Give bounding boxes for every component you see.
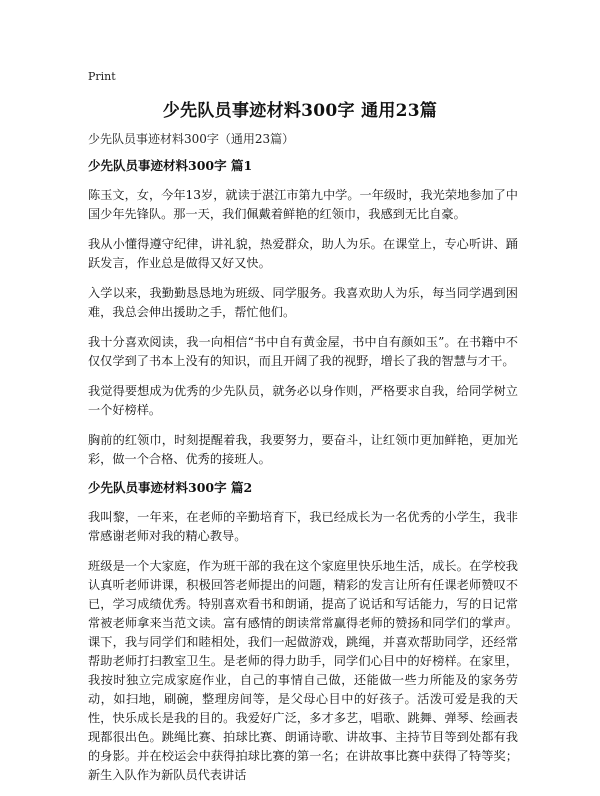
paragraph: 班级是一个大家庭，作为班干部的我在这个家庭里快乐地生活，成长。在学校我认真听老师讲课，积极回答老师提出的问题，精彩的发言让所有任课老师赞叹不已，学习成绩优秀。特别喜欢看书和朗诵，提高了说话和写话能力，写的日记常常被老师拿来当范文读。富有感情的朗读常常赢得老师的赞扬和同学们的掌声。课下，我与同学们和睦相处，我们一起做游戏，跳绳，并喜欢帮助同学，还经常帮助老师打扫教室卫生。是老师的得力助手，同学们心目中的好榜样。在家里，我按时独立完成家庭作业，自己的事情自己做，还能做一些力所能及的家务劳动，如扫地，刷碗，整理房间等，是父母心目中的好孩子。活泼可爱是我的天性，快乐成长是我的目的。我爱好广泛，多才多艺，唱歌、跳舞、弹琴、绘画表现都很出色。跳绳比赛、拍球比赛、朗诵诗歌、讲故事、主持节目等到处都有我的身影。并在校运会中获得拍球比赛的第一名；在讲故事比赛中获得了特等奖；新生入队作为新队员代表讲话 — [88, 559, 518, 782]
paragraph: 我从小懂得遵守纪律，讲礼貌，热爱群众，助人为乐。在课堂上，专心听讲、踊跃发言，作业总是做得又好又快。 — [88, 237, 518, 270]
document-title: 少先队员事迹材料300字 通用23篇 — [162, 101, 438, 121]
paragraph: 入学以来，我勤勤恳恳地为班级、同学服务。我喜欢助人为乐，每当同学遇到困难，我总会伸出援助之手，帮忙他们。 — [88, 286, 518, 319]
paragraph: 我十分喜欢阅读，我一向相信“书中自有黄金屋，书中自有颜如玉”。在书籍中不仅仅学到了书本上没有的知识，而且开阔了我的视野，增长了我的智慧与才干。 — [88, 335, 518, 368]
document-body — [88, 158, 518, 796]
paragraph: 陈玉文，女，今年13岁，就读于湛江市第九中学。一年级时，我光荣地参加了中国少年先锋队。那一天，我们佩戴着鲜艳的红领巾，我感到无比自豪。 — [88, 188, 518, 221]
paragraph: 我觉得要想成为优秀的少先队员，就务必以身作则，严格要求自我，给同学树立一个好榜样。 — [88, 384, 518, 417]
paragraph: 我叫黎，一年来，在老师的辛勤培育下，我已经成长为一名优秀的小学生，我非常感谢老师对我的精心教导。 — [88, 510, 518, 543]
section-heading: 少先队员事迹材料300字 篇1 — [88, 158, 253, 173]
section-2 — [88, 480, 518, 785]
paragraph: 胸前的红领巾，时刻提醒着我，我要努力，要奋斗，让红领巾更加鲜艳，更加光彩，做一个合格、优秀的接班人。 — [88, 433, 518, 466]
document-subtitle: 少先队员事迹材料300字（通用23篇） — [88, 132, 295, 146]
print-label[interactable]: Print — [88, 70, 116, 83]
section-heading: 少先队员事迹材料300字 篇2 — [88, 480, 253, 495]
section-1 — [88, 158, 518, 469]
